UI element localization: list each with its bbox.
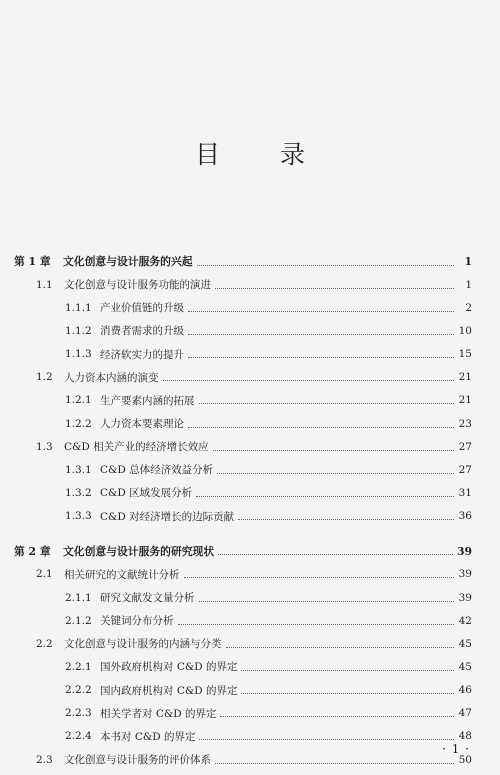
toc-subsection-entry[interactable] bbox=[14, 481, 472, 504]
toc-entry-title: 相关研究的文献统计分析 bbox=[64, 568, 180, 581]
toc-entry-number: 第 2 章 bbox=[14, 544, 51, 558]
toc-entry-page: 10 bbox=[458, 324, 472, 337]
toc-subsection-entry[interactable] bbox=[14, 679, 472, 702]
toc-entry-title: 文化创意与设计服务功能的演进 bbox=[64, 279, 211, 292]
dot-leader bbox=[188, 310, 454, 312]
toc-section-entry[interactable] bbox=[14, 632, 472, 655]
toc-entry-number: 2.1.2 bbox=[65, 614, 92, 627]
toc-subsection-entry[interactable] bbox=[14, 412, 472, 435]
toc-entry-page: 46 bbox=[458, 684, 472, 697]
toc-entry-number: 1.3.2 bbox=[65, 486, 92, 499]
dot-leader bbox=[199, 600, 455, 602]
toc-section-entry[interactable] bbox=[14, 366, 472, 389]
dot-leader bbox=[238, 518, 454, 520]
toc-entry-number: 1.3 bbox=[36, 440, 53, 453]
toc-subsection-entry[interactable] bbox=[14, 655, 472, 678]
toc-subsection-entry[interactable] bbox=[14, 296, 472, 319]
toc-entry-page: 50 bbox=[458, 753, 472, 766]
toc-entry-title: C&D 区域发展分析 bbox=[100, 487, 193, 500]
toc-entry-number: 2.2.2 bbox=[65, 684, 92, 697]
toc-entry-page: 21 bbox=[458, 394, 472, 407]
dot-leader bbox=[241, 692, 454, 694]
toc-entry-page: 48 bbox=[458, 730, 472, 743]
dot-leader bbox=[178, 623, 455, 625]
toc-entry-page: 42 bbox=[458, 614, 472, 627]
table-of-contents bbox=[14, 250, 472, 771]
dot-leader bbox=[217, 472, 454, 474]
dot-leader bbox=[188, 356, 454, 358]
toc-entry-page: 39 bbox=[456, 544, 472, 558]
toc-entry-title: 产业价值链的升级 bbox=[100, 302, 184, 315]
toc-entry-title: 文化创意与设计服务的研究现状 bbox=[63, 544, 215, 558]
toc-entry-number: 2.1.1 bbox=[65, 591, 92, 604]
toc-subsection-entry[interactable] bbox=[14, 389, 472, 412]
dot-leader bbox=[220, 715, 454, 717]
toc-entry-page: 27 bbox=[458, 463, 472, 476]
toc-entry-page: 45 bbox=[458, 660, 472, 673]
toc-section-entry[interactable] bbox=[14, 435, 472, 458]
toc-entry-number: 1.1.3 bbox=[65, 348, 92, 361]
toc-section-entry[interactable] bbox=[14, 563, 472, 586]
toc-entry-title: 关键词分布分析 bbox=[100, 615, 174, 628]
toc-subsection-entry[interactable] bbox=[14, 586, 472, 609]
dot-leader bbox=[213, 449, 454, 451]
dot-leader bbox=[241, 669, 454, 671]
toc-entry-title: C&D 相关产业的经济增长效应 bbox=[64, 441, 209, 454]
dot-leader bbox=[188, 333, 454, 335]
toc-entry-number: 1.2 bbox=[36, 371, 53, 384]
toc-entry-title: 生产要素内涵的拓展 bbox=[100, 394, 195, 407]
toc-entry-page: 39 bbox=[458, 591, 472, 604]
dot-leader bbox=[226, 646, 455, 648]
toc-entry-number: 1.2.2 bbox=[65, 417, 92, 430]
toc-entry-page: 21 bbox=[458, 371, 472, 384]
dot-leader bbox=[197, 264, 454, 266]
toc-entry-title: 研究文献发文量分析 bbox=[100, 592, 195, 605]
toc-entry-title: 本书对 C&D 的界定 bbox=[100, 730, 196, 743]
toc-entry-number: 2.3 bbox=[36, 753, 53, 766]
toc-entry-number: 第 1 章 bbox=[14, 255, 51, 269]
toc-entry-number: 1.1 bbox=[36, 278, 53, 291]
toc-entry-page: 47 bbox=[458, 707, 472, 720]
toc-entry-page: 1 bbox=[464, 255, 472, 269]
toc-subsection-entry[interactable] bbox=[14, 725, 472, 748]
toc-entry-number: 1.3.1 bbox=[65, 463, 92, 476]
dot-leader bbox=[215, 287, 454, 289]
toc-entry-title: 相关学者对 C&D 的界定 bbox=[100, 707, 217, 720]
toc-entry-page: 15 bbox=[458, 348, 472, 361]
toc-entry-title: 文化创意与设计服务的内涵与分类 bbox=[64, 638, 222, 651]
dot-leader bbox=[163, 379, 455, 381]
dot-leader bbox=[196, 495, 454, 497]
dot-leader bbox=[218, 553, 453, 555]
toc-subsection-entry[interactable] bbox=[14, 702, 472, 725]
toc-entry-page: 1 bbox=[465, 278, 472, 291]
toc-entry-title: 文化创意与设计服务的兴起 bbox=[63, 255, 193, 269]
toc-entry-page: 31 bbox=[458, 486, 472, 499]
toc-entry-page: 27 bbox=[458, 440, 472, 453]
toc-entry-title: 人力资本内涵的演变 bbox=[64, 371, 159, 384]
toc-entry-title: 文化创意与设计服务的评价体系 bbox=[64, 754, 211, 767]
toc-subsection-entry[interactable] bbox=[14, 505, 472, 528]
toc-entry-title: 经济软实力的提升 bbox=[100, 348, 184, 361]
toc-entry-number: 1.1.1 bbox=[65, 301, 92, 314]
toc-entry-number: 1.3.3 bbox=[65, 510, 92, 523]
toc-entry-page: 45 bbox=[458, 637, 472, 650]
toc-entry-page: 23 bbox=[458, 417, 472, 430]
toc-entry-number: 2.2.3 bbox=[65, 707, 92, 720]
toc-entry-title: 人力资本要素理论 bbox=[100, 418, 184, 431]
toc-section-entry[interactable] bbox=[14, 273, 472, 296]
dot-leader bbox=[188, 426, 454, 428]
toc-entry-title: 国内政府机构对 C&D 的界定 bbox=[100, 684, 238, 697]
toc-subsection-entry[interactable] bbox=[14, 319, 472, 342]
toc-entry-title: 消费者需求的升级 bbox=[100, 325, 184, 338]
toc-entry-number: 1.1.2 bbox=[65, 324, 92, 337]
dot-leader bbox=[199, 402, 455, 404]
toc-entry-number: 2.2 bbox=[36, 637, 53, 650]
toc-entry-page: 36 bbox=[458, 510, 472, 523]
toc-subsection-entry[interactable] bbox=[14, 458, 472, 481]
page-number: · 1 · bbox=[442, 742, 470, 756]
toc-entry-page: 2 bbox=[465, 301, 472, 314]
toc-entry-number: 2.2.1 bbox=[65, 660, 92, 673]
dot-leader bbox=[199, 738, 454, 740]
toc-entry-title: 国外政府机构对 C&D 的界定 bbox=[100, 661, 238, 674]
toc-entry-number: 1.2.1 bbox=[65, 394, 92, 407]
toc-subsection-entry[interactable] bbox=[14, 343, 472, 366]
toc-entry-number: 2.1 bbox=[36, 568, 53, 581]
toc-section-entry[interactable] bbox=[14, 748, 472, 771]
toc-entry-number: 2.2.4 bbox=[65, 730, 92, 743]
dot-leader bbox=[215, 762, 454, 764]
toc-chapter-entry[interactable] bbox=[14, 250, 472, 273]
toc-chapter-entry[interactable] bbox=[14, 540, 472, 563]
page-title: 目 录 bbox=[195, 140, 331, 169]
toc-entry-title: C&D 总体经济效益分析 bbox=[100, 464, 214, 477]
toc-subsection-entry[interactable] bbox=[14, 609, 472, 632]
toc-entry-page: 39 bbox=[458, 568, 472, 581]
dot-leader bbox=[184, 576, 455, 578]
toc-entry-title: C&D 对经济增长的边际贡献 bbox=[100, 510, 235, 523]
